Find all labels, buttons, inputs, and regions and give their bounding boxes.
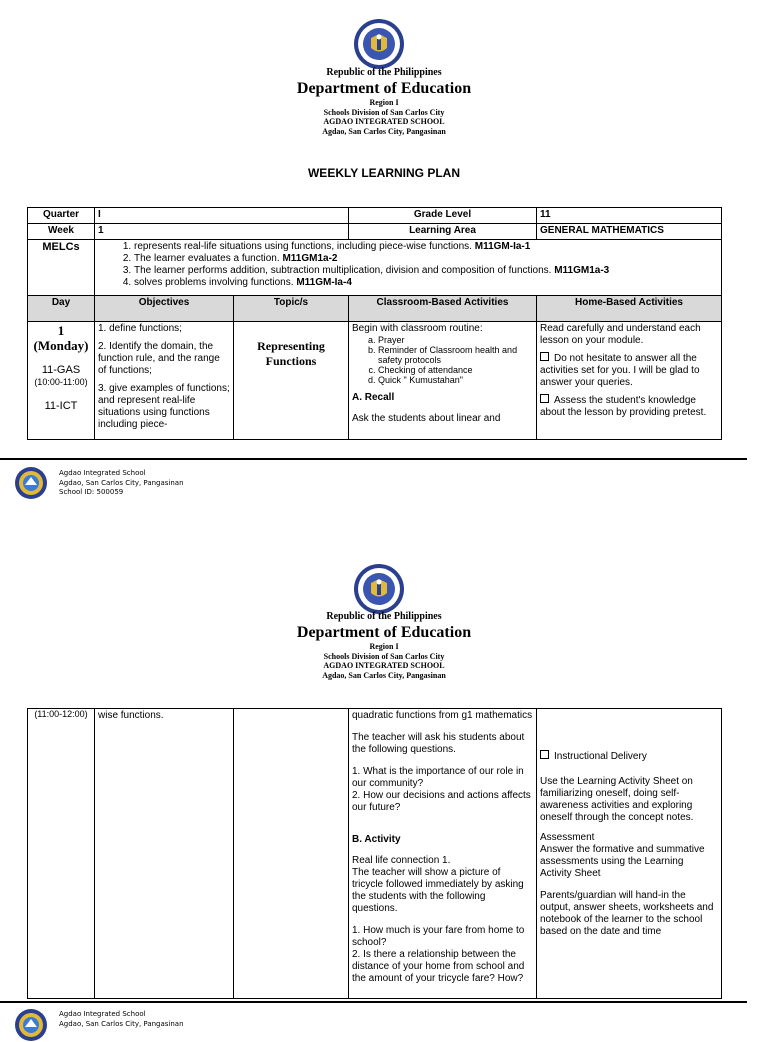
learning-plan-table [27, 207, 722, 440]
page-1 [0, 0, 768, 515]
address-text: Agdao, San Carlos City, Pangasinan [322, 670, 446, 680]
objectives-cell [95, 709, 234, 999]
recall-text: Ask the students about linear and [352, 413, 501, 424]
objectives-cell [95, 322, 234, 440]
school-text: AGDAO INTEGRATED SCHOOL [323, 661, 445, 670]
objective-3: 3. give examples of functions; and represent real-life situations using functions including piece- [98, 383, 230, 430]
question-2: 2. How our decisions and actions affects our future? [352, 790, 531, 813]
department-text: Department of Education [296, 80, 472, 97]
column-header-objectives: Objectives [95, 296, 234, 322]
republic-text: Republic of the Philippines [326, 67, 442, 78]
activity-question-1: 1. How much is your fare from home to school? [352, 925, 525, 948]
footer-rule [0, 1001, 747, 1003]
checkbox-icon [540, 352, 549, 361]
learning-plan-table-continued [27, 708, 722, 999]
melcs-list-cell [95, 240, 722, 296]
footer-address: Agdao, San Carlos City, Pangasinan [59, 1019, 184, 1028]
checkbox-icon [540, 750, 549, 759]
home-activity-5: Use the Learning Activity Sheet on familiarizing oneself, doing self-awareness activities and exploring oneself through the concept notes. [540, 776, 694, 823]
activity-heading: B. Activity [352, 834, 401, 845]
home-activity-2: Do not hesitate to answer all the activities set for you. I will be glad to answer your queries. [540, 353, 700, 388]
learning-area-value: GENERAL MATHEMATICS [537, 224, 722, 240]
region-text: Region I [369, 98, 399, 107]
home-activities-cell [537, 709, 722, 999]
assessment-text: Answer the formative and summative assessments using the Learning [540, 844, 705, 867]
melc-item: 4. solves problems involving functions. M11GM-Ia-4 [134, 277, 718, 289]
quarter-label: Quarter [28, 208, 95, 224]
routine-item: c. Checking of attendance [378, 365, 533, 375]
activity-question-2: 2. Is there a relationship between the distance of your home from school and the amount of your tricycle fare? How? [352, 949, 525, 984]
republic-text: Republic of the Philippines [326, 611, 442, 622]
address-text: Agdao, San Carlos City, Pangasinan [322, 126, 446, 136]
learning-area-label: Learning Area [349, 224, 537, 240]
quarter-value: I [95, 208, 349, 224]
routine-list [352, 335, 533, 385]
document-title: WEEKLY LEARNING PLAN [307, 166, 460, 180]
school-text: AGDAO INTEGRATED SCHOOL [323, 117, 445, 126]
melc-item: 3. The learner performs addition, subtraction multiplication, division and composition of functions. M11GM1a-3 [134, 265, 718, 277]
letterhead [0, 67, 768, 136]
recall-heading: A. Recall [352, 392, 395, 403]
week-label: Week [28, 224, 95, 240]
footer-school: Agdao Integrated School [59, 1010, 146, 1018]
column-header-home: Home-Based Activities [537, 296, 722, 322]
objective-2: 2. Identify the domain, the function rule, and the range of functions; [98, 341, 220, 376]
routine-item: b. Reminder of Classroom health and safety protocols [378, 345, 533, 365]
footer-text [59, 469, 184, 498]
footer-rule [0, 458, 747, 460]
notebook-text: notebook of the learner to the school [540, 914, 703, 925]
school-logo-icon [14, 1008, 48, 1042]
classroom-activities-cell [349, 322, 537, 440]
topic-cell [234, 322, 349, 440]
question-1: 1. What is the importance of our role in our community? [352, 766, 524, 789]
time-gas: (10:00-11:00) [34, 377, 88, 387]
week-value: 1 [95, 224, 349, 240]
tricycle-text: The teacher will show a picture of tricycle followed immediately by asking the students with the following questions. [352, 867, 524, 914]
deped-seal-icon [353, 563, 405, 615]
real-life-connection: Real life connection 1. [352, 855, 451, 866]
department-text: Department of Education [296, 624, 472, 641]
home-activity-3: Assess the student's knowledge about the lesson by providing pretest. [540, 395, 707, 418]
objective-3-continued: wise functions. [98, 710, 164, 721]
objective-1: 1. define functions; [98, 323, 182, 334]
melcs-list [98, 241, 718, 289]
routine-item: d. Quick " Kumustahan" [378, 375, 533, 385]
page-2 [0, 545, 768, 1028]
melcs-label: MELCs [28, 240, 95, 296]
division-text: Schools Division of San Carlos City [323, 107, 445, 117]
day-name: (Monday) [33, 338, 89, 353]
recall-text-continued: quadratic functions from g1 mathematics [352, 710, 533, 721]
grade-level-value: 11 [537, 208, 722, 224]
day-cell [28, 709, 95, 999]
topic-cell [234, 709, 349, 999]
school-logo-icon [14, 466, 48, 500]
day-number: 1 [57, 323, 65, 338]
routine-item: a. Prayer [378, 335, 533, 345]
column-header-topics: Topic/s [234, 296, 349, 322]
footer-school-id: School ID: 500059 [59, 488, 124, 496]
grade-level-label: Grade Level [349, 208, 537, 224]
classroom-activities-cell [349, 709, 537, 999]
section-ict: 11-ICT [44, 400, 78, 412]
melc-item: 2. The learner evaluates a function. M11GM1a-2 [134, 253, 718, 265]
day-cell [28, 322, 95, 440]
section-gas: 11-GAS [41, 364, 81, 376]
topic-text: Representing Functions [257, 339, 325, 368]
home-activity-1: Read carefully and understand each lesson on your module. [540, 323, 701, 346]
footer-address: Agdao, San Carlos City, Pangasinan [59, 478, 184, 487]
division-text: Schools Division of San Carlos City [323, 651, 445, 661]
letterhead [0, 611, 768, 680]
home-activity-4: Instructional Delivery [540, 750, 718, 763]
time-ict: (11:00-12:00) [34, 709, 88, 719]
footer-text [59, 1010, 184, 1029]
teacher-questions-intro: The teacher will ask his students about the following questions. [352, 732, 525, 755]
date-time-text: based on the date and time [540, 926, 662, 937]
deped-seal-icon [353, 18, 405, 70]
column-header-day: Day [28, 296, 95, 322]
melc-item: 1. represents real-life situations using functions, including piece-wise functions. M11GM-Ia-1 [134, 241, 718, 253]
assessment-sheet: Activity Sheet [540, 868, 601, 879]
home-activities-cell [537, 322, 722, 440]
assessment-heading: Assessment [540, 832, 595, 843]
parents-text: Parents/guardian will hand-in the output, answer sheets, worksheets and [540, 890, 714, 913]
column-header-classroom: Classroom-Based Activities [349, 296, 537, 322]
routine-intro: Begin with classroom routine: [352, 323, 483, 334]
region-text: Region I [369, 642, 399, 651]
checkbox-icon [540, 394, 549, 403]
footer-school: Agdao Integrated School [59, 469, 146, 477]
